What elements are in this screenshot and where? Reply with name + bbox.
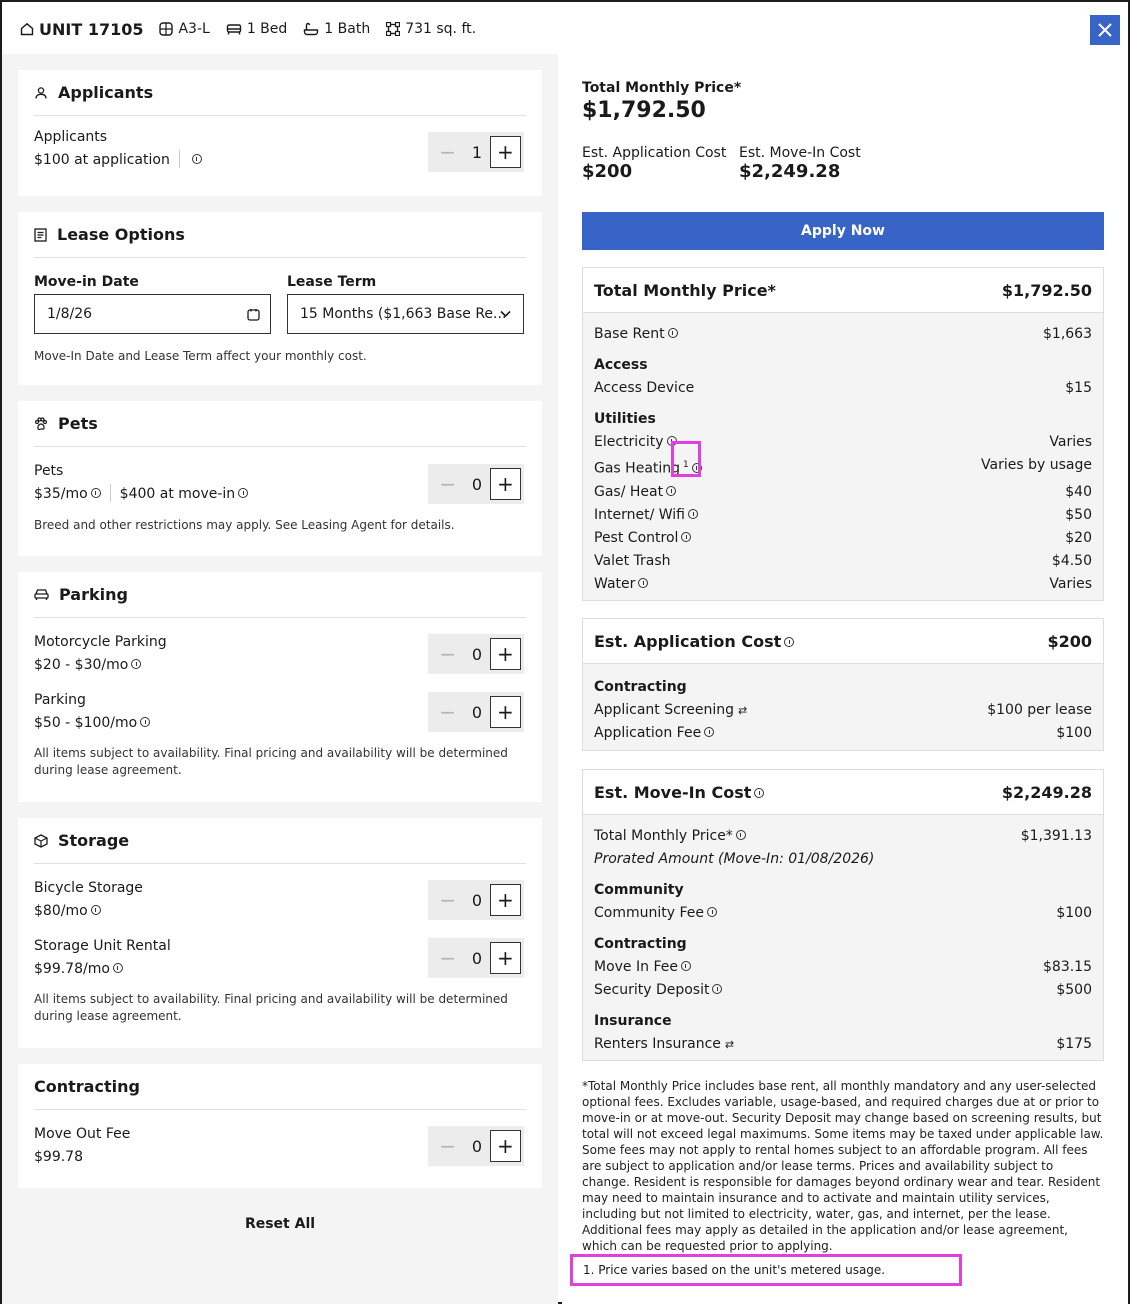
parking-card [18,572,542,802]
applicants-row [34,126,526,172]
info-icon[interactable] [754,788,764,798]
water-line: Water Varies [594,575,1092,592]
access-group: Access [594,357,648,373]
bed-icon [226,22,242,36]
base-rent-line: Base Rent $1,663 [594,326,1092,342]
applicants-label: Applicants [34,129,108,145]
lease-options-card [18,212,542,385]
sqft-label: 731 sq. ft. [405,21,477,37]
decrement-button[interactable]: − [439,642,456,666]
paw-icon [34,417,48,431]
contracting-card [18,1064,542,1188]
summary-movein-label: Est. Move-In Cost [739,145,861,161]
beds-info [226,21,287,37]
summary-movein [739,145,861,182]
movein-date-label: Move-in Date [34,274,139,290]
apply-now-button[interactable]: Apply Now [582,212,1104,250]
storage-unit-row [34,935,526,981]
parking-note: All items subject to availability. Final pricing and availability will be determined during lease agreement. [34,746,508,777]
community-group: Community [594,882,684,898]
summary-application-value: $200 [582,161,633,182]
parking-price: $50 - $100/mo [34,712,150,735]
close-button[interactable] [1090,15,1120,45]
increment-button[interactable]: + [490,468,521,500]
decrement-button[interactable]: − [439,888,456,912]
increment-button[interactable]: + [490,136,521,168]
pets-price: $35/mo $400 at move-in [34,483,248,506]
floorplan-info [159,21,209,37]
calendar-icon[interactable] [247,308,260,321]
info-icon[interactable] [681,961,691,971]
lease-options-heading: Lease Options [34,212,526,258]
bicycle-storage-price: $80/mo [34,900,143,923]
footnote-marker: 1 [683,460,689,470]
prorated-note: Prorated Amount (Move-In: 01/08/2026) [594,851,875,867]
movein-contracting-group: Contracting [594,936,687,952]
pest-control-line: Pest Control $20 [594,529,1092,546]
pets-count: 0 [471,474,483,494]
increment-button[interactable]: + [490,1130,521,1162]
baths-label: 1 Bath [324,21,371,37]
parking-heading: Parking [34,572,526,618]
movein-breakdown-header: Est. Move-In Cost $2,249.28 [583,770,1103,815]
app-contracting-group: Contracting [594,679,687,695]
floorplan-label: A3-L [178,21,210,37]
square-footage-icon [386,22,400,36]
decrement-button[interactable]: − [439,700,456,724]
applicants-card [18,70,542,196]
prorated-monthly-line: Total Monthly Price* $1,391.13 [594,828,1092,844]
bicycle-storage-row [34,877,526,923]
monthly-price-breakdown [582,267,1104,601]
pets-label: Pets [34,463,64,479]
application-fee-line: Application Fee $100 [594,725,1092,741]
info-icon[interactable] [238,488,248,498]
footnote: 1. Price varies based on the unit's metered usage. [570,1254,962,1286]
storage-note: All items subject to availability. Final pricing and availability will be determined during lease agreement. [34,992,508,1023]
application-breakdown-header: Est. Application Cost $200 [583,619,1103,664]
summary-monthly-value: $1,792.50 [582,98,706,123]
lease-note: Move-In Date and Lease Term affect your monthly cost. [34,349,367,363]
application-cost-breakdown [582,618,1104,751]
gas-heating-line: Gas Heating $^1$ Varies by usage [594,457,1092,477]
info-icon[interactable] [192,154,202,164]
pets-heading: Pets [34,401,526,447]
increment-button[interactable]: + [490,942,521,974]
sqft-info [386,21,476,37]
pets-card [18,401,542,556]
storage-unit-label: Storage Unit Rental [34,938,171,954]
info-icon[interactable] [140,717,150,727]
parking-row [34,689,526,735]
movein-fee-line: Move In Fee $83.15 [594,959,1092,975]
storage-unit-price: $99.78/mo [34,958,171,981]
info-icon[interactable] [131,659,141,669]
move-out-fee-stepper [428,1126,524,1166]
motorcycle-parking-stepper [428,634,524,674]
info-icon[interactable] [688,509,698,519]
electricity-line: Electricity Varies [594,434,1092,450]
home-icon [20,22,34,36]
info-icon[interactable] [736,830,746,840]
summary-monthly-label: Total Monthly Price* [582,80,742,96]
bicycle-storage-count: 0 [471,890,483,910]
decrement-button[interactable]: − [439,1134,456,1158]
move-out-fee-label: Move Out Fee [34,1126,131,1142]
footnote-marker-highlight [671,441,701,477]
swap-icon: ⇄ [738,704,748,717]
increment-button[interactable]: + [490,638,521,670]
gas-heat-line: Gas/ Heat $40 [594,483,1092,500]
move-out-fee-count: 0 [471,1136,483,1156]
move-out-fee-row [34,1123,526,1169]
storage-heading: Storage [34,818,526,864]
applicant-screening-line: Applicant Screening ⇄ $100 per lease [594,702,1092,718]
decrement-button[interactable]: − [439,946,456,970]
unit-title [20,20,143,39]
security-deposit-line: Security Deposit $500 [594,982,1092,998]
person-icon [34,86,48,100]
applicants-heading: Applicants [34,70,526,116]
info-icon[interactable] [707,907,717,917]
info-icon[interactable] [681,532,691,542]
internet-line: Internet/ Wifi $50 [594,506,1092,523]
insurance-group: Insurance [594,1013,672,1029]
info-icon[interactable] [666,486,676,496]
parking-stepper [428,692,524,732]
move-out-fee-price: $99.78 [34,1149,83,1165]
document-icon [34,228,47,242]
summary-application [582,145,726,182]
close-icon [1098,23,1112,37]
community-fee-line: Community Fee $100 [594,905,1092,921]
movein-date-input[interactable]: 1/8/26 [34,294,271,334]
pricing-disclaimer: *Total Monthly Price includes base rent, all monthly mandatory and any user-selected optional fees. Excludes variable, usage-based, and required charges due at or prior to move-in or at move-out. Security Deposit may change based on screening results, but total will not exceed legal maximums. Some items may be taxed under applicable law. Some fees may not apply to rental homes subject to an affordable program. All fees are subject to application and/or lease terms. Prices and availability subject to change. Resident is responsible for damages beyond ordinary wear and tear. Resident may need to maintain insurance and to activate and maintain utility services, including but not limited to electricity, water, gas, and internet, per the lease. Additional fees may apply as detailed in the application and/or lease agreement, which can be requested prior to applying. [582,1079,1104,1253]
storage-unit-stepper [428,938,524,978]
info-icon[interactable] [91,488,101,498]
parking-count: 0 [471,702,483,722]
pets-stepper [428,464,524,504]
access-device-line: Access Device $15 [594,380,1092,396]
monthly-breakdown-header: Total Monthly Price* $1,792.50 [583,268,1103,313]
applicants-stepper [428,132,524,172]
lease-term-label: Lease Term [287,274,377,290]
increment-button[interactable]: + [490,696,521,728]
box-icon [34,834,48,848]
summary-monthly [582,80,741,123]
pricing-panel [562,54,1128,1304]
motorcycle-parking-row [34,631,526,677]
beds-label: 1 Bed [246,21,288,37]
valet-trash-line: Valet Trash $4.50 [594,552,1092,569]
car-icon [34,588,49,601]
info-icon[interactable] [704,727,714,737]
info-icon[interactable] [638,578,648,588]
applicants-count: 1 [471,142,483,162]
bicycle-storage-stepper [428,880,524,920]
increment-button[interactable]: + [490,884,521,916]
storage-unit-count: 0 [471,948,483,968]
contracting-heading: Contracting [34,1064,526,1110]
swap-icon: ⇄ [724,1038,735,1051]
reset-all-button[interactable]: Reset All [244,1216,316,1232]
renters-insurance-line: Renters Insurance ⇄ $175 [594,1036,1092,1052]
lease-term-select[interactable]: 15 Months ($1,663 Base Re... [287,294,524,334]
decrement-button[interactable]: − [439,140,456,164]
options-panel [2,54,558,1304]
unit-number: UNIT 17105 [39,19,144,39]
floorplan-icon [159,22,173,36]
applicants-price: $100 at application [34,149,202,172]
parking-label: Parking [34,692,86,708]
motorcycle-parking-label: Motorcycle Parking [34,634,167,650]
motorcycle-parking-price: $20 - $30/mo [34,654,167,677]
decrement-button[interactable]: − [439,472,456,496]
movein-cost-breakdown [582,769,1104,1061]
summary-movein-value: $2,249.28 [739,161,841,182]
motorcycle-parking-count: 0 [471,644,483,664]
info-icon[interactable] [91,905,101,915]
info-icon[interactable] [784,637,794,647]
summary-application-label: Est. Application Cost [582,145,727,161]
info-icon[interactable] [668,328,678,338]
pets-row [34,460,526,506]
utilities-group: Utilities [594,411,656,427]
storage-card [18,818,542,1048]
info-icon[interactable] [712,984,722,994]
unit-header [2,2,1128,56]
chevron-down-icon [500,310,511,318]
info-icon[interactable] [113,963,123,973]
bicycle-storage-label: Bicycle Storage [34,880,143,896]
pets-note: Breed and other restrictions may apply. See Leasing Agent for details. [34,518,455,532]
bath-icon [303,22,319,36]
baths-info [303,21,370,37]
